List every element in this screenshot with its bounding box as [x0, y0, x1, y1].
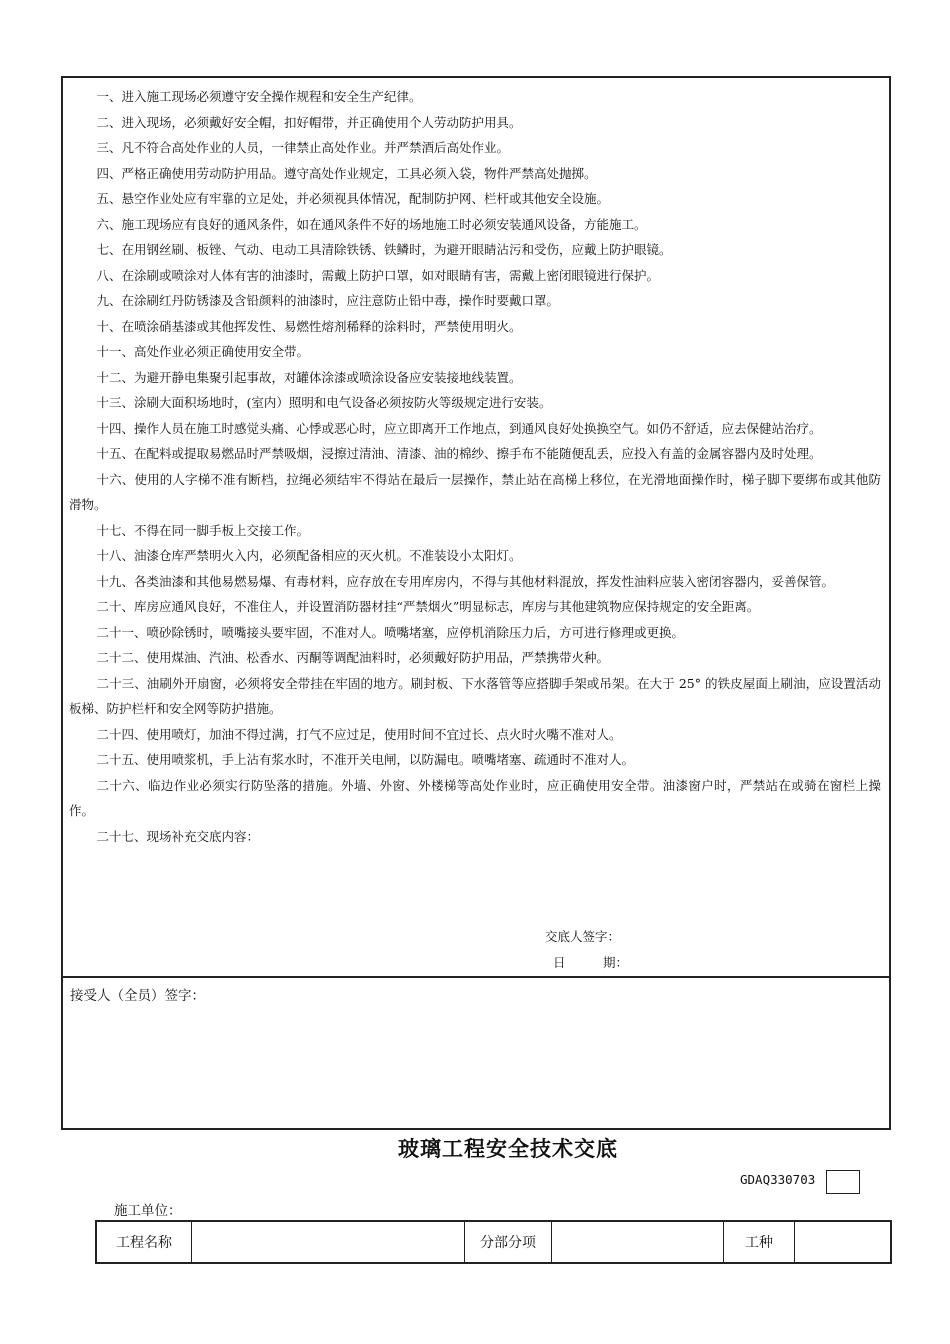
- sub-item-field[interactable]: [552, 1222, 724, 1262]
- date-label: 日 期：: [553, 955, 629, 970]
- project-name-field[interactable]: [192, 1222, 465, 1262]
- safety-item: 二十五、使用喷浆机，手上沾有浆水时，不准开关电闸，以防漏电。喷嘴堵塞、疏通时不准对人。: [96, 752, 635, 767]
- safety-item: 五、悬空作业处应有牢靠的立足处，并必须视具体情况，配制防护网、栏杆或其他安全设施。: [96, 191, 610, 206]
- safety-item: 八、在涂刷或喷涂对人体有害的油漆时，需戴上防护口罩，如对眼睛有害，需戴上密闭眼镜进行保护。: [96, 267, 660, 283]
- safety-item: 二十二、使用煤油、汽油、松香水、丙酮等调配油料时，必须戴好防护用品，严禁携带火种。: [96, 650, 610, 665]
- safety-item: 二十、库房应通风良好，不准住人，并设置消防器材挂“严禁烟火”明显标志，库房与其他建筑物应保持规定的安全距离。: [96, 599, 760, 614]
- safety-items-list: [69, 84, 881, 849]
- safety-item: 七、在用钢丝刷、板锉、气动、电动工具清除铁锈、铁鳞时，为避开眼睛沾污和受伤，应戴上防护眼镜。: [96, 242, 672, 257]
- sub-item-label: 分部分项: [465, 1222, 552, 1262]
- safety-item: 三、凡不符合高处作业的人员，一律禁止高处作业。并严禁酒后高处作业。: [96, 140, 510, 155]
- safety-item: 十八、油漆仓库严禁明火入内，必须配备相应的灭火机。不准装设小太阳灯。: [96, 548, 522, 563]
- safety-item: 十七、不得在同一脚手板上交接工作。: [96, 522, 310, 538]
- project-name-label: 工程名称: [97, 1222, 192, 1262]
- safety-item: 十二、为避开静电集聚引起事故，对罐体涂漆或喷涂设备应安装接地线装置。: [96, 369, 522, 385]
- safety-item: 十四、操作人员在施工时感觉头痛、心悸或恶心时，应立即离开工作地点，到通风良好处换换空气。如仍不舒适，应去保健站治疗。: [96, 420, 822, 436]
- receiver-signature-label: 接受人（全员）签字：: [70, 988, 205, 1004]
- safety-item: 十三、涂刷大面积场地时，(室内）照明和电气设备必须按防火等级规定进行安装。: [96, 395, 552, 410]
- safety-item: 二十六、临边作业必须实行防坠落的措施。外墙、外窗、外楼梯等高处作业时，应正确使用安全带。油漆窗户时，严禁站在或骑在窗栏上操作。: [69, 777, 881, 818]
- trade-label: 工种: [724, 1222, 795, 1262]
- safety-item: 九、在涂刷红丹防锈漆及含铅颜料的油漆时，应注意防止铅中毒，操作时要戴口罩。: [96, 293, 560, 308]
- safety-item: 二、进入现场，必须戴好安全帽，扣好帽带，并正确使用个人劳动防护用具。: [96, 114, 522, 130]
- trade-field[interactable]: [795, 1222, 890, 1262]
- code-suffix-box[interactable]: [826, 1170, 860, 1194]
- project-info-table: [95, 1220, 892, 1264]
- document-title: 玻璃工程安全技术交底: [398, 1137, 618, 1161]
- safety-item: 十一、高处作业必须正确使用安全带。: [96, 344, 310, 359]
- signature-block: [545, 924, 628, 976]
- safety-item: 二十四、使用喷灯，加油不得过满，打气不应过足，使用时间不宜过长、点火时火嘴不准对人。: [96, 726, 622, 742]
- discloser-signature-label: 交底人签字：: [545, 929, 621, 944]
- safety-item: 二十三、油刷外开扇窗，必须将安全带挂在牢固的地方。刷封板、下水落管等应搭脚手架或吊架。在大于 25° 的铁皮屋面上刷油，应设置活动板梯、防护栏杆和安全网等防护措施。: [69, 675, 881, 716]
- safety-item: 十六、使用的人字梯不准有断档，拉绳必须结牢不得站在最后一层操作，禁止站在高梯上移位，在光滑地面操作时，梯子脚下要绑布或其他防滑物。: [69, 471, 881, 512]
- safety-item: 四、严格正确使用劳动防护用品。遵守高处作业规定，工具必须入袋，物件严禁高处抛掷。: [96, 165, 597, 181]
- safety-item: 十五、在配料或提取易燃品时严禁吸烟，浸擦过清油、清漆、油的棉纱、擦手布不能随便乱丢，应投入有盖的金属容器内及时处理。: [96, 446, 822, 461]
- construction-unit-label: 施工单位：: [114, 1203, 182, 1219]
- section-divider: [63, 976, 889, 978]
- safety-item: 十、在喷涂硝基漆或其他挥发性、易燃性熔剂稀释的涂料时，严禁使用明火。: [96, 318, 522, 334]
- disclosure-content-box: [61, 76, 891, 1130]
- safety-item: 十九、各类油漆和其他易燃易爆、有毒材料，应存放在专用库房内，不得与其他材料混放，挥发性油料应装入密闭容器内，妥善保管。: [96, 573, 835, 589]
- safety-item: 二十一、喷砂除锈时，喷嘴接头要牢固，不准对人。喷嘴堵塞，应停机消除压力后，方可进行修理或更换。: [96, 624, 685, 640]
- safety-item: 二十七、现场补充交底内容：: [96, 828, 260, 844]
- safety-item: 六、施工现场应有良好的通风条件，如在通风条件不好的场地施工时必须安装通风设备，方能施工。: [96, 216, 647, 232]
- safety-item: 一、进入施工现场必须遵守安全操作规程和安全生产纪律。: [96, 89, 422, 104]
- document-code: GDAQ330703: [740, 1172, 816, 1187]
